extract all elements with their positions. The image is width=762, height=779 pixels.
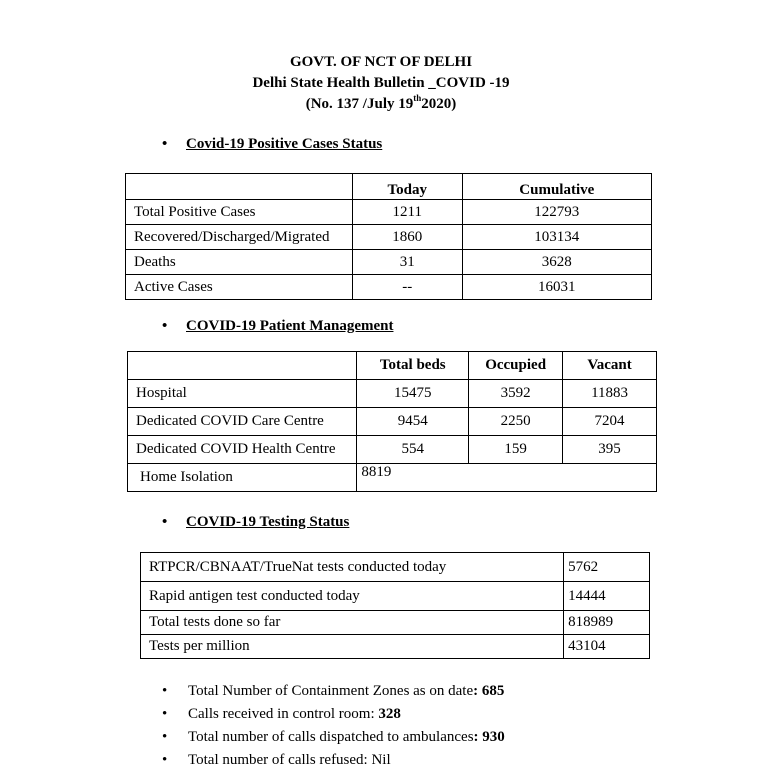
summary-value: 328 <box>378 706 401 722</box>
summary-text <box>188 683 504 700</box>
cell-today: 1860 <box>352 225 462 250</box>
cell-home-isolation: 8819 <box>357 464 657 492</box>
row-label: Dedicated COVID Health Centre <box>128 436 357 464</box>
column-header-vacant: Vacant <box>563 352 657 380</box>
summary-separator: : <box>473 683 482 699</box>
header-line-number <box>0 94 762 115</box>
bulletin-header <box>0 52 762 115</box>
table-row <box>126 275 652 300</box>
column-header-cumulative: Cumulative <box>462 174 651 200</box>
cell-cumulative: 16031 <box>462 275 651 300</box>
table-header-cell-empty <box>128 352 357 380</box>
header-line-bulletin: Delhi State Health Bulletin _COVID -19 <box>252 75 510 91</box>
cell-today: 31 <box>352 250 462 275</box>
row-label: Deaths <box>126 250 353 275</box>
section-heading-text: Covid-19 Positive Cases Status <box>186 136 383 152</box>
cell-vacant: 7204 <box>563 408 657 436</box>
cell-value: 14444 <box>564 582 650 611</box>
row-label: Total Positive Cases <box>126 200 353 225</box>
section-heading-text: COVID-19 Testing Status <box>186 514 350 530</box>
table-row <box>128 464 657 492</box>
row-label: Rapid antigen test conducted today <box>141 582 564 611</box>
summary-value: 930 <box>482 729 505 745</box>
testing-status-table <box>140 552 650 659</box>
column-header-today: Today <box>352 174 462 200</box>
summary-label: Total Number of Containment Zones as on date <box>188 683 474 699</box>
cell-total-beds: 554 <box>357 436 469 464</box>
cell-cumulative: 122793 <box>462 200 651 225</box>
row-label: Recovered/Discharged/Migrated <box>126 225 353 250</box>
summary-label: Calls received in control room: <box>188 706 379 722</box>
row-label: Active Cases <box>126 275 353 300</box>
summary-label: Total number of calls dispatched to ambulances <box>188 729 474 745</box>
cell-occupied: 3592 <box>469 380 563 408</box>
header-line-govt: GOVT. OF NCT OF DELHI <box>289 54 473 70</box>
summary-separator: : <box>473 729 483 745</box>
table-row <box>128 408 657 436</box>
table-row <box>128 436 657 464</box>
column-header-occupied: Occupied <box>469 352 563 380</box>
bullet-dot: • <box>162 706 168 722</box>
row-label: RTPCR/CBNAAT/TrueNat tests conducted today <box>141 553 564 582</box>
cell-value: 818989 <box>564 611 650 635</box>
summary-label: Total number of calls refused: Nil <box>188 752 391 768</box>
summary-text <box>188 752 391 769</box>
table-row <box>128 380 657 408</box>
cell-vacant: 11883 <box>563 380 657 408</box>
table-row <box>126 225 652 250</box>
cell-value: 43104 <box>564 635 650 659</box>
table-header-cell-empty <box>126 174 353 200</box>
table-row <box>126 250 652 275</box>
cell-occupied: 159 <box>469 436 563 464</box>
section-heading-text: COVID-19 Patient Management <box>186 318 394 334</box>
row-label: Dedicated COVID Care Centre <box>128 408 357 436</box>
header-number-suffix: 2020) <box>421 96 457 112</box>
table-row <box>141 553 650 582</box>
table-row <box>141 635 650 659</box>
summary-value: 685 <box>481 683 505 699</box>
bullet-dot: • <box>162 752 168 768</box>
row-label: Tests per million <box>141 635 564 659</box>
cell-cumulative: 103134 <box>462 225 651 250</box>
positive-cases-table <box>125 173 652 300</box>
bullet-dot: • <box>162 683 168 699</box>
bullet-dot: • <box>162 136 168 152</box>
row-label: Home Isolation <box>128 464 357 492</box>
header-number-sup: th <box>413 93 422 103</box>
table-row <box>126 200 652 225</box>
cell-today: -- <box>352 275 462 300</box>
cell-total-beds: 15475 <box>357 380 469 408</box>
cell-vacant: 395 <box>563 436 657 464</box>
patient-management-table <box>127 351 657 492</box>
bullet-dot: • <box>162 318 168 334</box>
table-row <box>141 582 650 611</box>
column-header-total-beds: Total beds <box>357 352 469 380</box>
cell-occupied: 2250 <box>469 408 563 436</box>
cell-today: 1211 <box>352 200 462 225</box>
summary-text <box>188 706 401 723</box>
cell-total-beds: 9454 <box>357 408 469 436</box>
row-label: Total tests done so far <box>141 611 564 635</box>
bullet-dot: • <box>162 729 168 745</box>
summary-text <box>188 729 505 746</box>
row-label: Hospital <box>128 380 357 408</box>
table-row <box>141 611 650 635</box>
bullet-dot: • <box>162 514 168 530</box>
cell-value: 5762 <box>564 553 650 582</box>
header-number-prefix: (No. 137 /July 19 <box>305 96 414 112</box>
cell-cumulative: 3628 <box>462 250 651 275</box>
